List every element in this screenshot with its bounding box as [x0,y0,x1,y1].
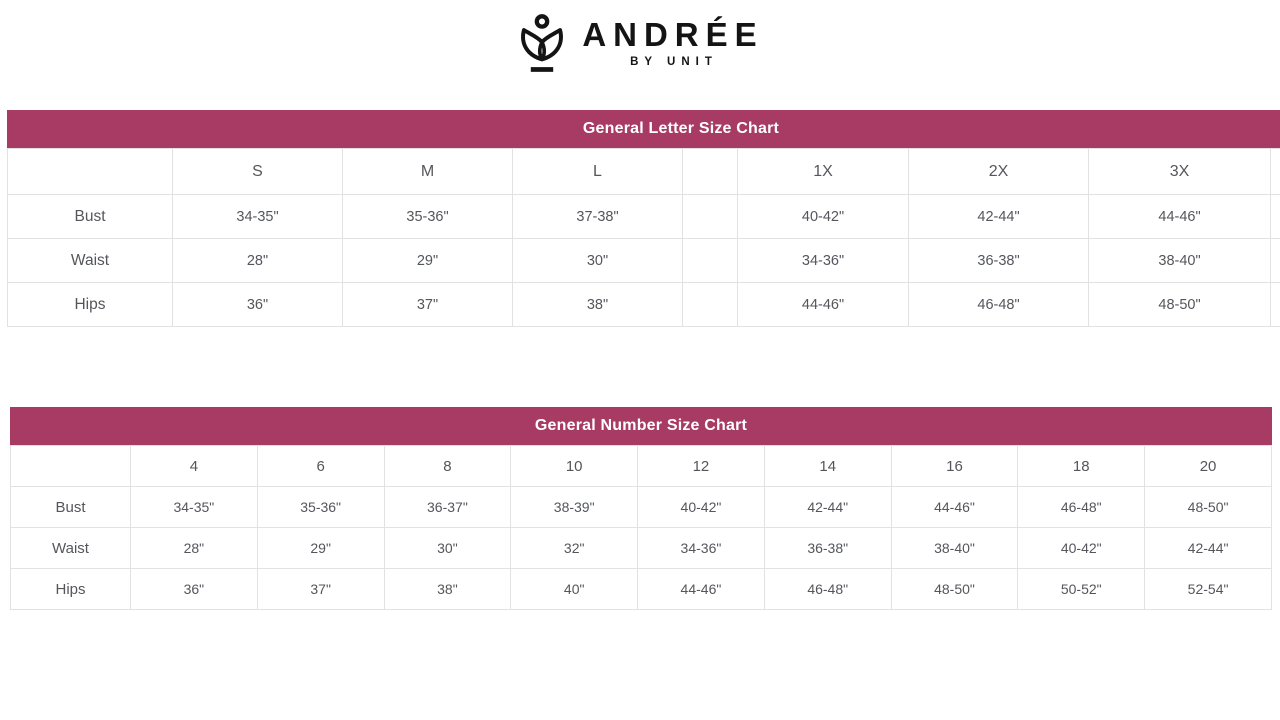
gap-cell [683,195,738,239]
size-cell: 32" [511,528,638,569]
number-chart-title: General Number Size Chart [10,407,1272,445]
col-header-2x: 2X [909,149,1089,195]
letter-size-chart [7,110,1280,327]
size-cell: 40-42" [1018,528,1145,569]
size-cell: 28" [173,239,343,283]
brand-name: ANDRÉE [582,16,764,53]
brand-tagline: BY UNIT [630,56,718,68]
table-row-hips [8,283,1280,327]
size-cell: 40" [511,569,638,610]
size-cell: 37-38" [513,195,683,239]
size-cell: 37" [343,283,513,327]
size-cell: 46-48" [1018,487,1145,528]
clipped-cell [1271,283,1280,327]
col-header-3x: 3X [1089,149,1271,195]
size-cell: 35-36" [257,487,384,528]
size-cell: 35-36" [343,195,513,239]
col-header-14: 14 [764,446,891,487]
size-cell: 29" [343,239,513,283]
col-header-blank [8,149,173,195]
size-cell: 38-40" [1089,239,1271,283]
col-header-s: S [173,149,343,195]
clipped-cell [1271,239,1280,283]
size-cell: 50-52" [1018,569,1145,610]
size-cell: 42-44" [909,195,1089,239]
size-cell: 52-54" [1145,569,1272,610]
size-cell: 34-36" [738,239,909,283]
size-cell: 44-46" [1089,195,1271,239]
size-cell: 30" [513,239,683,283]
brand-header [0,12,1280,74]
size-cell: 29" [257,528,384,569]
col-header-gap [683,149,738,195]
size-cell: 48-50" [1145,487,1272,528]
gap-cell [683,283,738,327]
table-row-bust [11,487,1272,528]
number-chart-table [10,445,1272,610]
size-cell: 34-35" [131,487,258,528]
size-cell: 46-48" [764,569,891,610]
size-cell: 36-38" [909,239,1089,283]
size-cell: 36-37" [384,487,511,528]
size-cell: 30" [384,528,511,569]
col-header-12: 12 [638,446,765,487]
col-header-4: 4 [131,446,258,487]
col-header-10: 10 [511,446,638,487]
col-header-m: M [343,149,513,195]
row-label: Waist [8,239,173,283]
col-header-clipped [1271,149,1280,195]
col-header-20: 20 [1145,446,1272,487]
size-cell: 34-36" [638,528,765,569]
col-header-18: 18 [1018,446,1145,487]
size-cell: 48-50" [1089,283,1271,327]
gap-cell [683,239,738,283]
table-row-waist [8,239,1280,283]
row-label: Waist [11,528,131,569]
size-cell: 44-46" [891,487,1018,528]
table-row-bust [8,195,1280,239]
size-cell: 46-48" [909,283,1089,327]
row-label: Hips [8,283,173,327]
size-cell: 38" [384,569,511,610]
size-cell: 36-38" [764,528,891,569]
size-cell: 42-44" [1145,528,1272,569]
col-header-16: 16 [891,446,1018,487]
brand-wordmark [578,18,763,68]
size-cell: 38" [513,283,683,327]
row-label: Bust [11,487,131,528]
number-chart-header-row [11,446,1272,487]
table-row-waist [11,528,1272,569]
size-cell: 37" [257,569,384,610]
col-header-l: L [513,149,683,195]
size-cell: 38-39" [511,487,638,528]
col-header-6: 6 [257,446,384,487]
size-cell: 40-42" [738,195,909,239]
size-cell: 42-44" [764,487,891,528]
brand-logo[interactable] [516,12,763,74]
size-cell: 38-40" [891,528,1018,569]
size-cell: 44-46" [738,283,909,327]
size-cell: 28" [131,528,258,569]
letter-chart-header-row [8,149,1280,195]
col-header-blank [11,446,131,487]
letter-chart-table [7,148,1280,327]
size-cell: 36" [131,569,258,610]
size-cell: 40-42" [638,487,765,528]
size-cell: 44-46" [638,569,765,610]
table-row-hips [11,569,1272,610]
size-cell: 48-50" [891,569,1018,610]
row-label: Bust [8,195,173,239]
number-size-chart [10,407,1272,610]
tulip-logo-icon [516,12,568,74]
size-cell: 34-35" [173,195,343,239]
letter-chart-title: General Letter Size Chart [7,110,1280,148]
size-cell: 36" [173,283,343,327]
col-header-8: 8 [384,446,511,487]
row-label: Hips [11,569,131,610]
col-header-1x: 1X [738,149,909,195]
clipped-cell [1271,195,1280,239]
